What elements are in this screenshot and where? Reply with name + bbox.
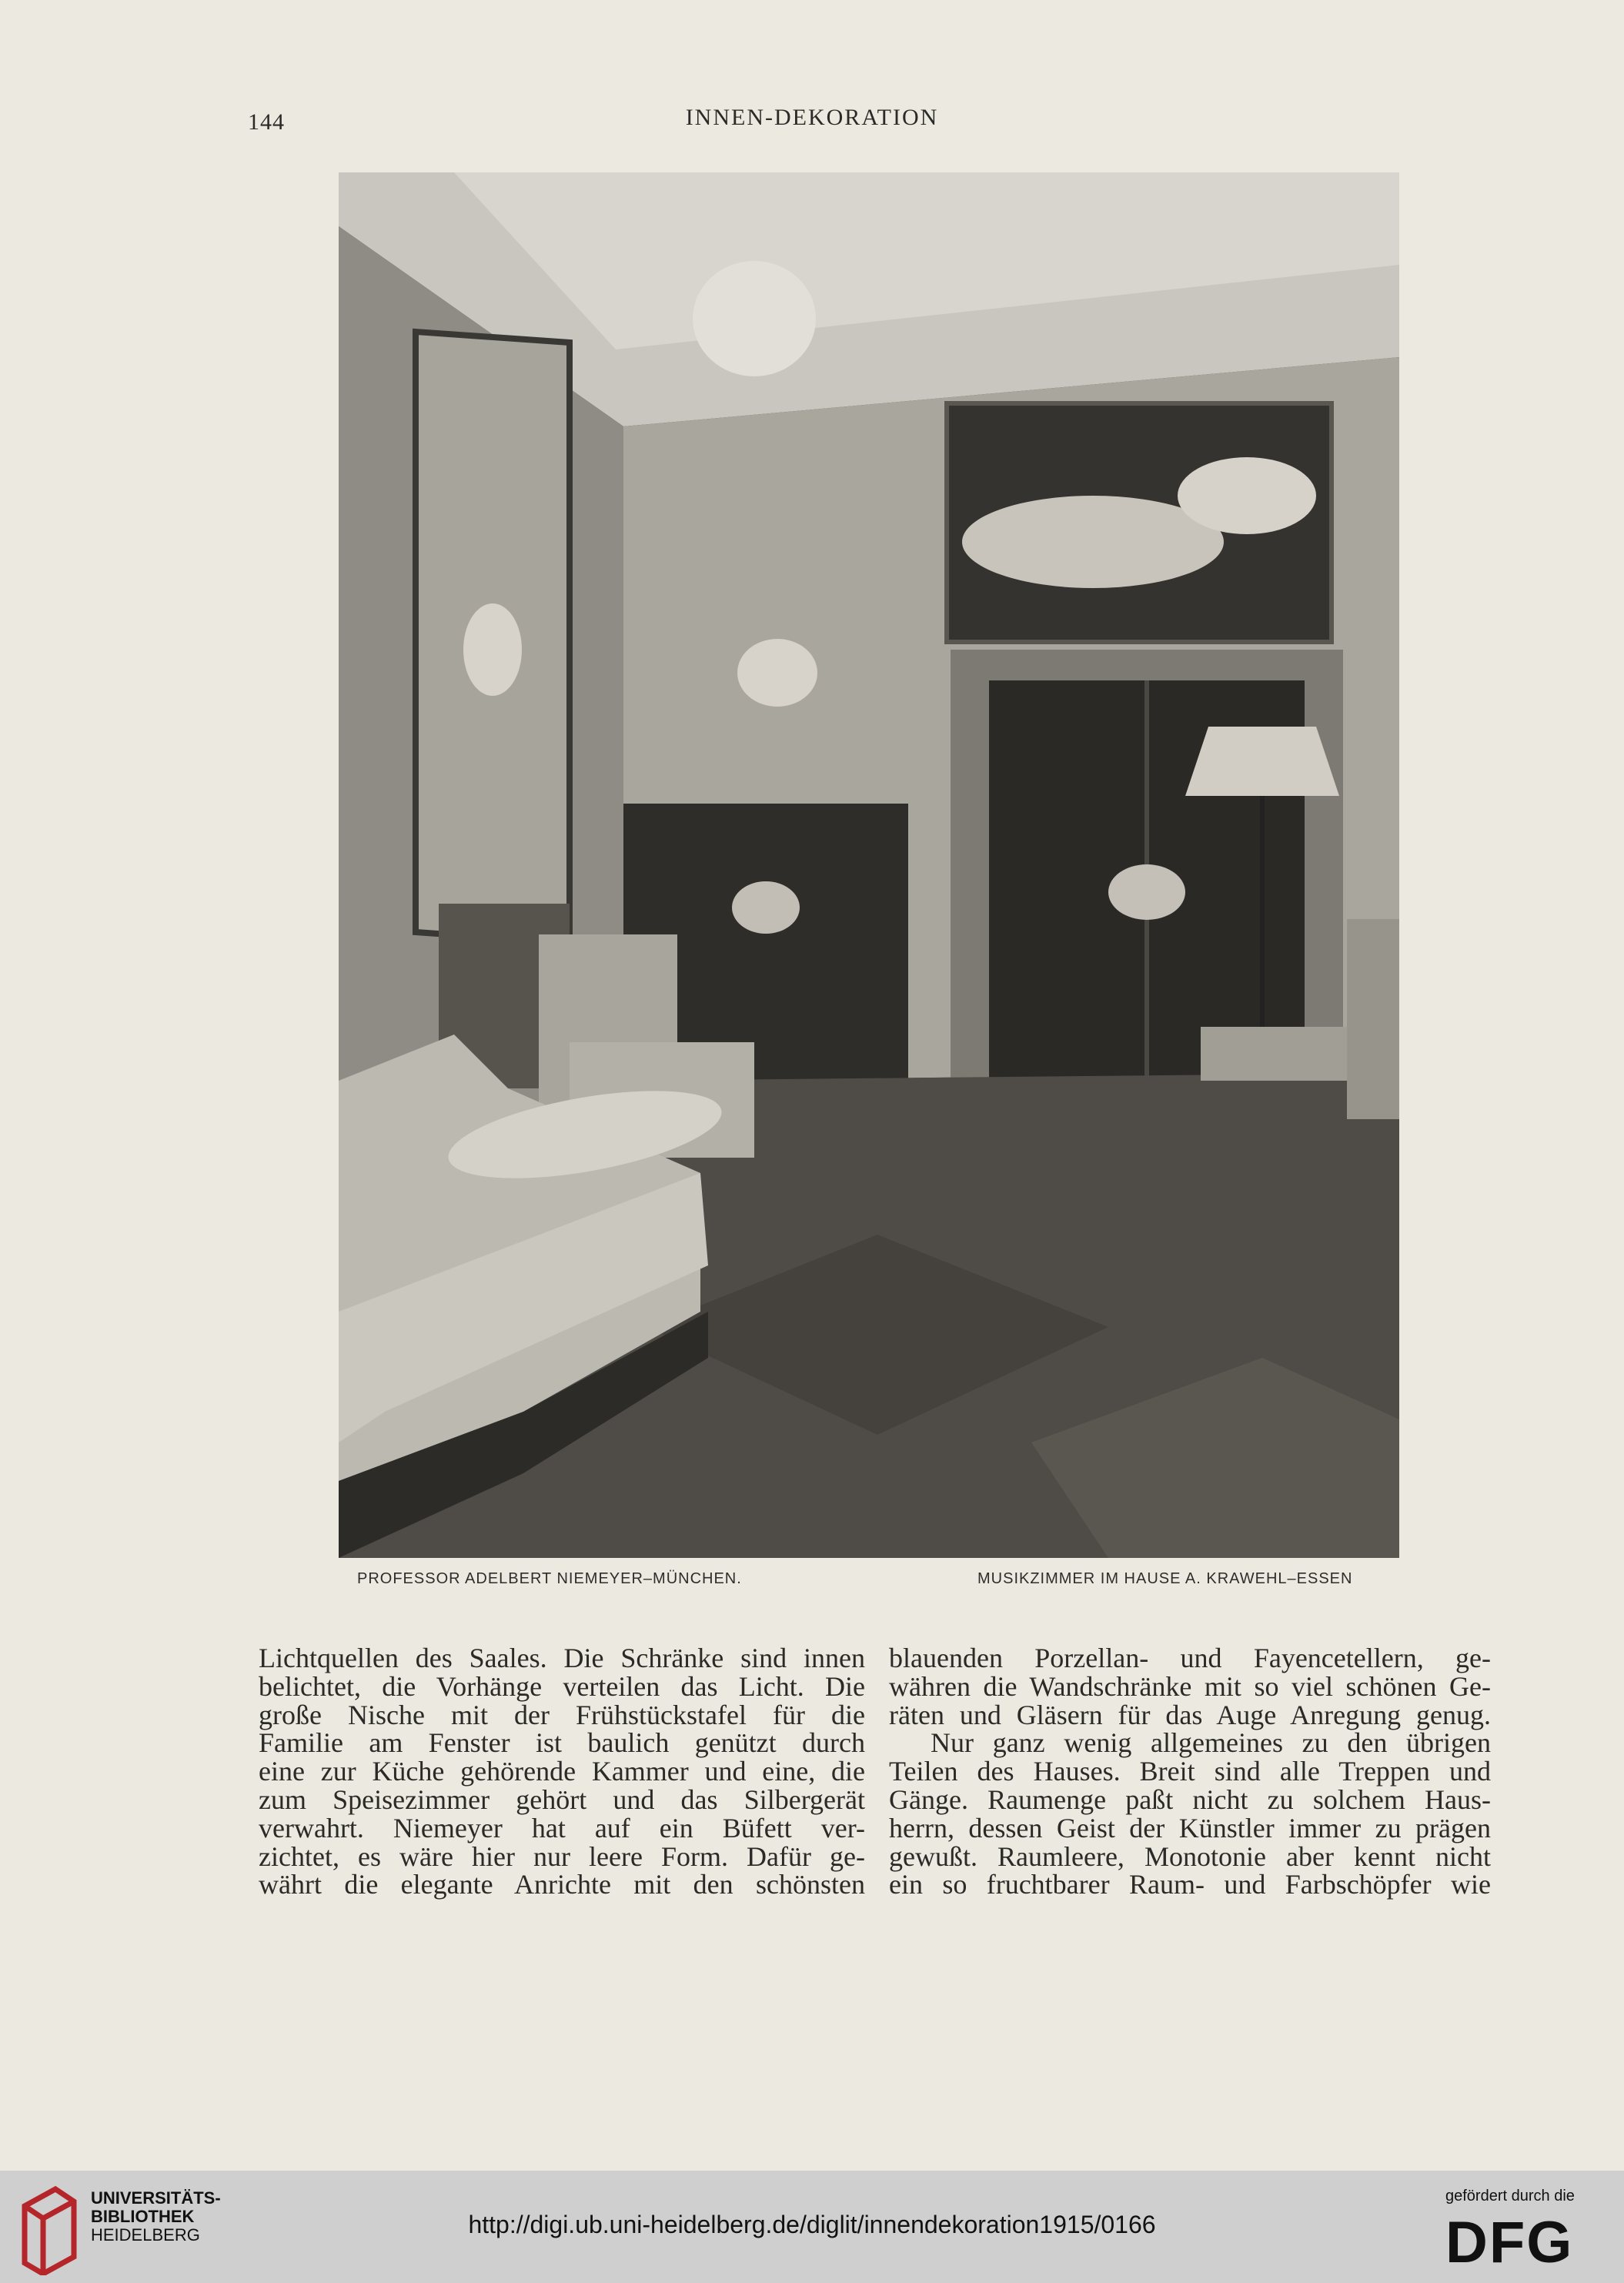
- text-line: eine zur Küche gehörende Kammer und eine, die: [259, 1756, 865, 1787]
- text-line: blauenden Porzellan- und Fayencetellern, ge-: [889, 1643, 1491, 1673]
- source-url-link[interactable]: http://digi.ub.uni-heidelberg.de/diglit/innendekoration1915/0166: [468, 2211, 1156, 2238]
- text-line: zum Speisezimmer gehört und das Silbergerät: [259, 1783, 865, 1815]
- interior-photograph: [339, 172, 1399, 1558]
- text-line: belichtet, die Vorhänge verteilen das Licht. Die: [259, 1670, 865, 1702]
- caption-right: MUSIKZIMMER IM HAUSE A. KRAWEHL–ESSEN: [977, 1570, 1353, 1587]
- text-line: Nur ganz wenig allgemeines zu den übrigen: [931, 1727, 1491, 1759]
- library-name-line: BIBLIOTHEK: [91, 2207, 195, 2226]
- text-line: verwahrt. Niemeyer hat auf ein Büfett ver-: [259, 1812, 865, 1843]
- running-head: INNEN-DEKORATION: [685, 105, 939, 130]
- text-line: räten und Gläsern für das Auge Anregung genug.: [889, 1699, 1491, 1730]
- text-line: herrn, dessen Geist der Künstler immer zu prägen: [889, 1812, 1491, 1843]
- text-line: ein so fruchtbarer Raum- und Farbschöpfer wie: [889, 1869, 1491, 1900]
- text-line: Gänge. Raumenge paßt nicht zu solchem Haus-: [889, 1783, 1491, 1815]
- text-line: währen die Wandschränke mit so viel schönen Ge-: [889, 1670, 1491, 1702]
- library-name-line: UNIVERSITÄTS-: [91, 2188, 221, 2208]
- text-column-left: [259, 1644, 865, 1899]
- text-line: gewußt. Raumleere, Monotonie aber kennt nicht: [889, 1840, 1491, 1872]
- text-column-right: [889, 1644, 1491, 1899]
- text-line: große Nische mit der Frühstückstafel für die: [259, 1699, 865, 1730]
- text-line: Lichtquellen des Saales. Die Schränke sind innen: [259, 1643, 865, 1673]
- dfg-logo: DFG: [1445, 2210, 1574, 2275]
- page-number: 144: [248, 109, 285, 135]
- footer-bar: [0, 2171, 1624, 2283]
- text-line: Teilen des Hauses. Breit sind alle Treppen und: [889, 1756, 1491, 1787]
- text-line: zichtet, es wäre hier nur leere Form. Dafür ge-: [259, 1840, 865, 1872]
- caption-left: PROFESSOR ADELBERT NIEMEYER–MÜNCHEN.: [357, 1570, 742, 1587]
- funded-by-text: gefördert durch die: [1445, 2188, 1575, 2204]
- text-line: währt die elegante Anrichte mit den schönsten: [259, 1869, 865, 1900]
- text-line: Familie am Fenster ist baulich genützt durch: [259, 1727, 865, 1759]
- library-name-line: HEIDELBERG: [91, 2225, 200, 2245]
